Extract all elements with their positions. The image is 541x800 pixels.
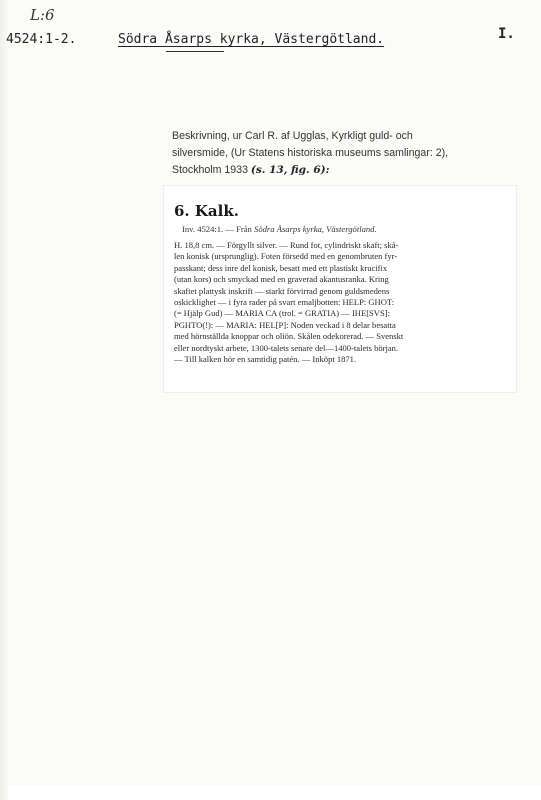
clipping-body-line: (utan kors) och smyckad med en graverad akantusranka. Kring: [174, 274, 389, 285]
inventory-prefix: Inv. 4524:1. — Från: [182, 224, 255, 234]
source-line-text: Stockholm 1933: [172, 164, 248, 176]
clipping-body-line: H. 18,8 cm. — Förgyllt silver. — Rund fot, cylindriskt skaft; skå-: [174, 240, 399, 250]
source-citation: [172, 128, 512, 179]
source-line-last: [172, 162, 512, 179]
title-double-underline: [166, 51, 224, 52]
sheet-number: I.: [498, 26, 515, 42]
clipping-body-line: (= Hjälp Gud) — MARIA CA (trol. = GRATIA) — IHE[SVS]:: [174, 308, 390, 319]
clipping-body-line: skaftet plattysk inskrift — starkt förvirrad genom guldsmedens: [174, 285, 390, 296]
clipping-body-line: PGHTO(!): — MARIA: HEL[P]: Noden veckad i 8 delar besatta: [174, 319, 396, 330]
source-line: silversmide, (Ur Statens historiska museums samlingar: 2),: [172, 147, 449, 159]
clipping-body: [174, 240, 508, 365]
clipping-body-line: passkant; dess inre del konisk, besatt med ett plastiskt krucifix: [174, 262, 388, 273]
card-edge-shadow: [0, 0, 8, 800]
clipping-body-line: eller nordtyskt arbete, 1300-talets senare del—1400-talets början.: [174, 342, 399, 353]
handwritten-note: L:6: [30, 6, 55, 24]
clipping-body-line: — Till kalken hör en samtidig patén. — Inköpt 1871.: [174, 354, 357, 365]
inventory-place: Södra Åsarps kyrka, Västergötland.: [254, 224, 377, 234]
clipping-body-line: med hörnställda knoppar och oliön. Skålen odekorerad. — Svenskt: [174, 331, 404, 342]
handwritten-reference: (s. 13, fig. 6):: [250, 164, 330, 176]
inventory-id: 4524:1-2.: [6, 32, 77, 47]
clipping-inventory-line: [182, 224, 508, 234]
card-title: Södra Åsarps kyrka, Västergötland.: [118, 32, 385, 47]
clipping-body-line: len konisk (ursprunglig). Foten försedd med en genombruten fyr-: [174, 251, 398, 262]
clipping-heading: 6. Kalk.: [174, 202, 239, 220]
source-line: Beskrivning, ur Carl R. af Ugglas, Kyrkligt guld- och: [172, 130, 413, 142]
pasted-clipping: [164, 186, 516, 392]
clipping-body-line: oskicklighet — i fyra rader på svart emaljbotten: HELP: GHOT:: [174, 297, 395, 308]
